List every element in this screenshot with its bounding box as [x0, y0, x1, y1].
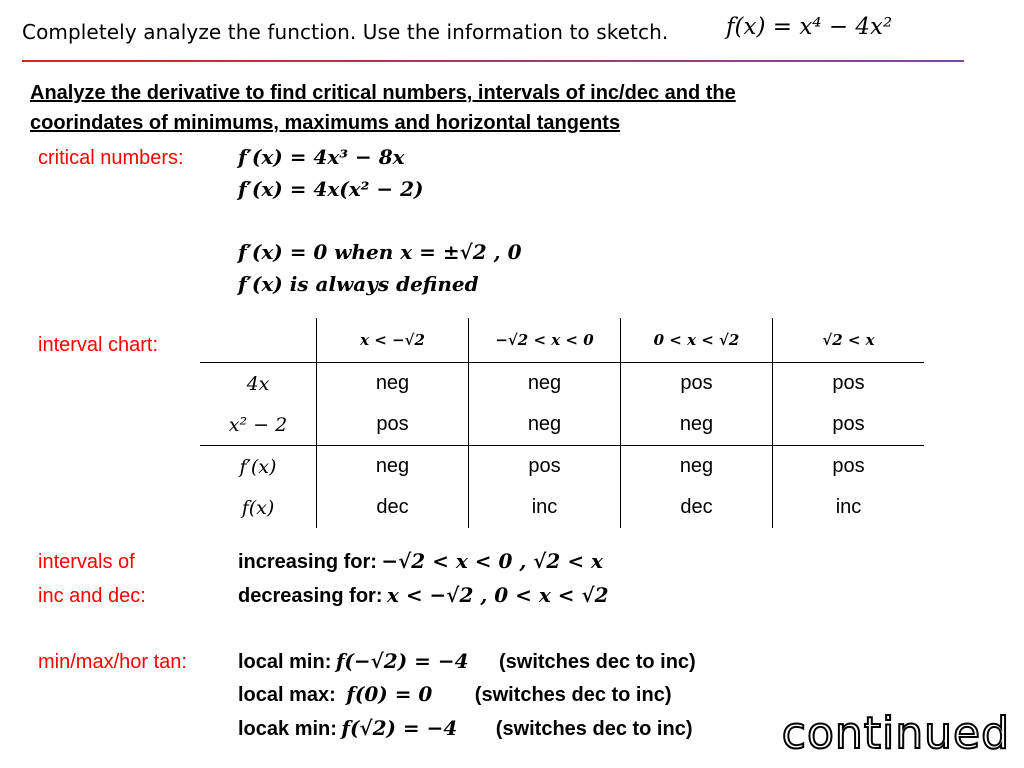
- derivative-line-2: f′(x) = 4x(x² − 2): [238, 177, 424, 201]
- column-header-3: 0 < x < √2: [621, 318, 773, 363]
- header-empty-cell: [200, 318, 317, 363]
- table-row: [200, 404, 924, 446]
- extrema-item-value: f(0) = 0: [346, 682, 433, 706]
- table-cell: dec: [621, 487, 773, 528]
- decreasing-interval: x < −√2 , 0 < x < √2: [386, 583, 609, 607]
- extrema-item: [238, 682, 672, 707]
- table-cell: dec: [317, 487, 469, 528]
- row-label-derivative: f′(x): [200, 446, 317, 488]
- table-cell: pos: [469, 446, 621, 488]
- instruction-text: Completely analyze the function. Use the information to sketch.: [22, 20, 669, 44]
- table-cell: inc: [469, 487, 621, 528]
- interval-chart-table: [200, 318, 924, 528]
- table-cell: inc: [835, 496, 862, 518]
- extrema-item-note: (switches dec to inc): [474, 684, 672, 706]
- decreasing-label: decreasing for:: [238, 585, 383, 607]
- header-divider: [22, 60, 964, 62]
- extrema-item: [238, 649, 696, 674]
- section-heading-line-2: coorindates of minimums, maximums and horizontal tangents: [30, 112, 621, 134]
- extrema-item-label: local min:: [238, 651, 332, 673]
- extrema-label: min/max/hor tan:: [38, 651, 187, 673]
- table-cell: pos: [832, 455, 865, 477]
- table-cell: neg: [317, 363, 469, 405]
- table-cell: neg: [469, 404, 621, 446]
- extrema-item-note: (switches dec to inc): [495, 718, 693, 740]
- table-cell: pos: [832, 372, 865, 394]
- column-header-1: x < −√2: [317, 318, 469, 363]
- interval-chart-header-row: [200, 318, 924, 363]
- critical-numbers-label: critical numbers:: [38, 147, 184, 169]
- table-row: [200, 487, 924, 528]
- section-heading-line-1: Analyze the derivative to find critical numbers, intervals of inc/dec and the: [30, 82, 736, 104]
- derivative-line-1: f′(x) = 4x³ − 8x: [238, 145, 405, 169]
- extrema-item-label: locak min:: [238, 718, 337, 740]
- increasing-label: increasing for:: [238, 551, 377, 573]
- extrema-item-value: f(√2) = −4: [341, 716, 458, 740]
- intervals-label-line-2: inc and dec:: [38, 585, 146, 607]
- table-cell: neg: [317, 446, 469, 488]
- extrema-item-label: local max:: [238, 684, 336, 706]
- table-cell: neg: [621, 446, 773, 488]
- table-cell: pos: [317, 404, 469, 446]
- row-label-x2-minus-2: x² − 2: [200, 404, 317, 446]
- column-header-4: √2 < x: [773, 318, 925, 363]
- row-label-function: f(x): [200, 487, 317, 528]
- column-header-2: −√2 < x < 0: [469, 318, 621, 363]
- function-formula: f(x) = x⁴ − 4x²: [726, 14, 893, 40]
- row-label-4x: 4x: [200, 363, 317, 405]
- derivative-zero-line: f′(x) = 0 when x = ±√2 , 0: [238, 240, 522, 264]
- continued-link[interactable]: continued: [781, 708, 1010, 759]
- derivative-defined-line: f′(x) is always defined: [238, 272, 479, 296]
- increasing-line: [238, 549, 603, 574]
- decreasing-line: [238, 583, 609, 608]
- extrema-item-value: f(−√2) = −4: [335, 649, 469, 673]
- increasing-interval: −√2 < x < 0 , √2 < x: [381, 549, 603, 573]
- table-row: [200, 363, 924, 405]
- extrema-item: [238, 716, 693, 741]
- table-cell: neg: [621, 404, 773, 446]
- table-row: [200, 446, 924, 488]
- table-cell: pos: [621, 363, 773, 405]
- interval-chart-label: interval chart:: [38, 334, 159, 356]
- table-cell: neg: [469, 363, 621, 405]
- intervals-label-line-1: intervals of: [38, 551, 135, 573]
- table-cell: pos: [773, 404, 925, 446]
- section-heading: [30, 78, 736, 138]
- extrema-item-note: (switches dec to inc): [498, 651, 696, 673]
